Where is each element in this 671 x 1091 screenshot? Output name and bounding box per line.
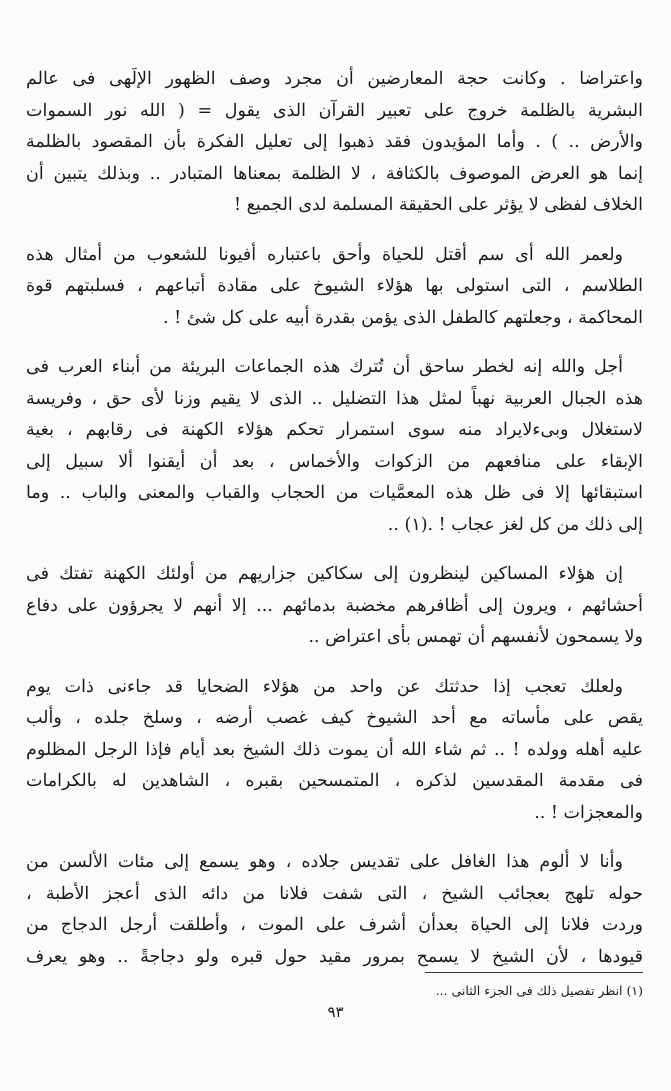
text-line: عليه أهله وولده ! .. ثم شاء الله أن يموت ذلك الشيخ بعد أيام فإذا الرجل المظلوم: [26, 739, 643, 760]
page-number: ٩٣: [327, 1003, 344, 1021]
paragraph-2: [26, 240, 643, 335]
text-line: هذه الجبال العربية نهباً لمثل هذا التضليل .. الذى لا يقيم وزنا لأى حق ، وفريسة: [26, 388, 643, 409]
paragraph-6: [26, 847, 643, 973]
text-line: الإبقاء على منافعهم من الزكوات والأخماس ، بعد أن أيقنوا ألا سبيل إلى: [26, 451, 643, 472]
paragraph-4: [26, 559, 643, 654]
footnote: (١) انظر تفصيل ذلك فى الجزء الثانى ...: [435, 983, 643, 998]
text-line: وأنا لا ألوم هذا الغافل على تقديس جلاده ، وهو يسمع إلى مئات الألسن من: [26, 852, 623, 872]
text-line: يقص على مأساته مع أحد الشيوخ كيف غصب أرضه ، وسلخ جلده ، وألب: [26, 708, 643, 728]
text-line: إنما هو العرض الموصوف بالكثافة ، لا الظلمة بمعناها المتبادر .. وبذلك يتبين أن: [26, 163, 643, 184]
text-line: البشرية بالظلمة خروج على تعبير القرآن الذى يقول = ( الله نور السموات: [26, 100, 643, 121]
text-line: ولعلك تعجب إذا حدثتك عن واحد من هؤلاء الضحايا قد جاءنى ذات يوم: [26, 676, 623, 697]
text-line: والمعجزات ! ..: [534, 802, 643, 823]
paragraph-1: [26, 64, 643, 222]
text-line: إلى ذلك من كل لغز عجاب ! .(١) ..: [387, 514, 643, 535]
text-line: قيودها ، لأن الشيخ لا يسمح بمرور مقيد حول قبره ولو دجاجةً .. وهو يعرف: [26, 946, 643, 967]
text-line: ولا يسمحون لأنفسهم أن تهمس بأى اعتراض ..: [308, 627, 643, 647]
text-line: الخلاف لفظى لا يؤثر على الحقيقة المسلمة لدى الجميع !: [233, 195, 643, 215]
text-line: فى مقدمة المقدسين لذكره ، المتمسحين بقبره ، الشاهدين له بالكرامات: [26, 771, 643, 791]
text-line: استبقائها إلا فى ظل هذه المعمَّيات من الحجاب والقباب والمعنى والباب .. وما: [26, 483, 643, 503]
text-line: وردت فلانا إلى الحياة بعدأن أشرف على الموت ، وأطلقت أرجل الدجاج من: [26, 915, 643, 935]
text-line: ولعمر الله أى سم أقتل للحياة وأحق باعتباره أفيونا للشعوب من أمثال هذه: [26, 244, 623, 265]
text-line: واعتراضا . وكانت حجة المعارضين أن مجرد وصف الظهور الإلَهى فى عالم: [26, 69, 643, 89]
text-line: لاستغلال وبىءلايراد منه سوى استمرار تحكم هؤلاء الكهنة فى رقابهم ، بغية: [26, 420, 643, 440]
page-body: [26, 64, 643, 991]
text-line: أحشائهم ، ويرون إلى أظافرهم مخضبة بدمائهم ... إلا أنهم لا يجرؤون على دفاع: [26, 595, 643, 616]
paragraph-5: [26, 672, 643, 830]
text-line: المحاكمة ، وجعلتهم كالطفل الذى يؤمن بقدرة أبيه على كل شئ ! .: [163, 307, 643, 328]
text-line: الطلاسم ، التى استولى بها هؤلاء الشيوخ على مقادة أتباعهم ، فسلبتهم قوة: [26, 276, 643, 296]
text-line: إن هؤلاء المساكين لينظرون إلى سكاكين جزاريهم من أولئك الكهنة تفتك فى: [26, 564, 623, 584]
text-line: أجل والله إنه لخطر ساحق أن تُترك هذه الجماعات البريئة من أبناء العرب فى: [26, 357, 623, 377]
text-line: حوله تلهج بعجائب الشيخ ، التى شفت فلانا من دائه الذى أعجز الأطبة ،: [26, 883, 643, 904]
paragraph-3: [26, 352, 643, 541]
footnote-divider: [425, 972, 643, 973]
text-line: والأرض .. ) . وأما المؤيدون فقد ذهبوا إلى تعليل الفكرة بأن المقصود بالظلمة: [26, 132, 643, 152]
